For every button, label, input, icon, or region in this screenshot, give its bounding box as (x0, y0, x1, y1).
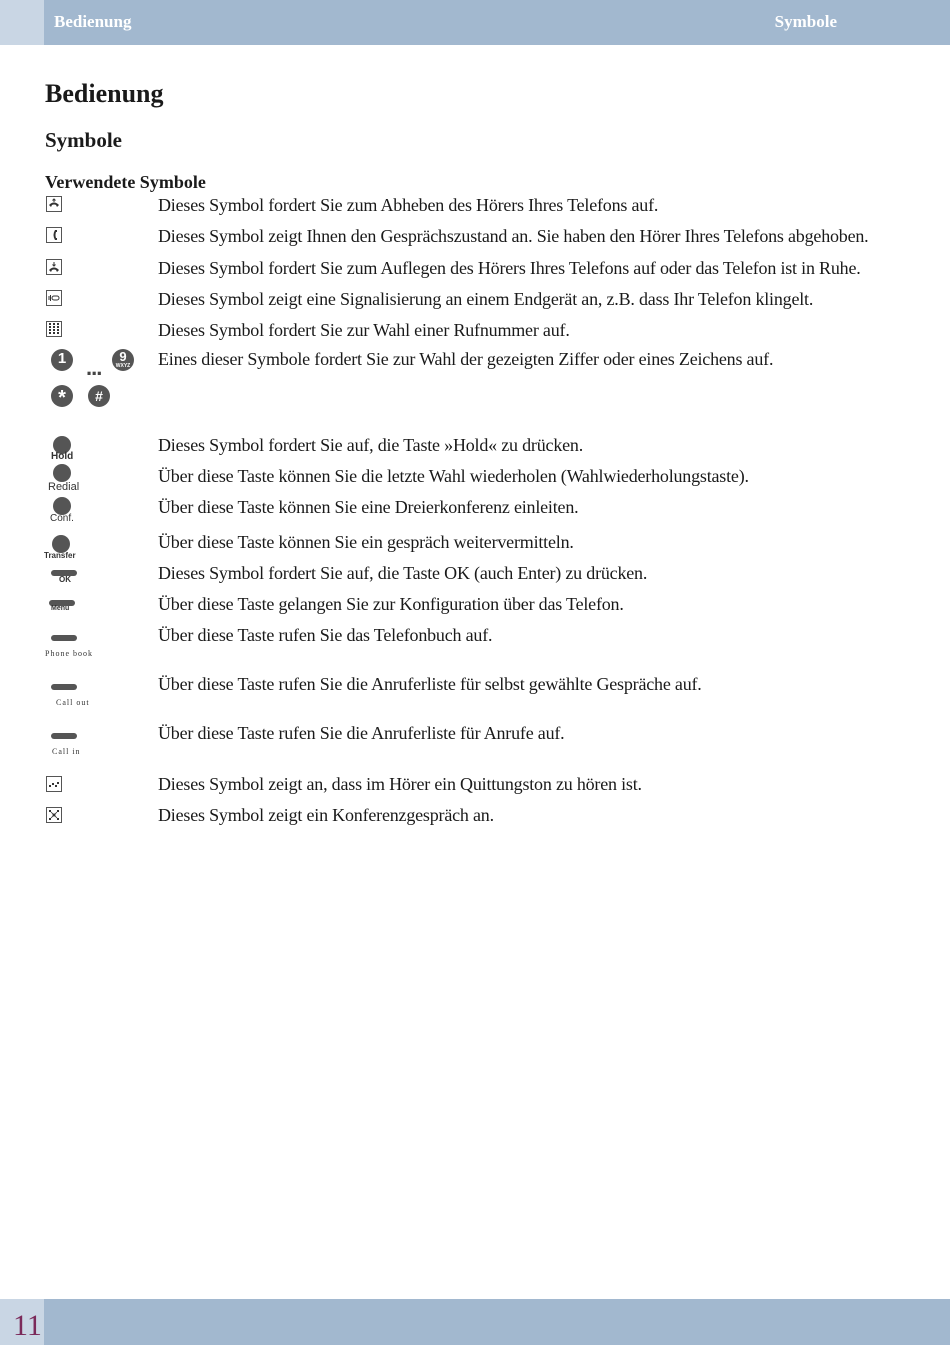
symbol-row: Phone book Über diese Taste rufen Sie das Telefonbuch auf. (45, 625, 493, 658)
symbol-description: Dieses Symbol fordert Sie auf, die Taste »Hold« zu drücken. (158, 435, 584, 455)
symbol-description: Über diese Taste können Sie die letzte Wahl wiederholen (Wahlwiederholungstaste). (158, 466, 749, 486)
symbol-description: Dieses Symbol fordert Sie zum Abheben des Hörers Ihres Telefons auf. (158, 195, 659, 215)
header-chapter-title: Bedienung (54, 12, 132, 31)
symbol-description: Über diese Taste gelangen Sie zur Konfiguration über das Telefon. (158, 594, 624, 614)
symbol-description: Eines dieser Symbole fordert Sie zur Wahl der gezeigten Ziffer oder eines Zeichens auf. (158, 349, 774, 369)
symbol-row (0, 349, 950, 409)
key-nine-icon: 9 WXYZ (112, 349, 134, 371)
handset-lift-icon (46, 196, 62, 212)
handset-down-icon (46, 259, 62, 275)
symbol-row (0, 258, 950, 282)
symbol-description: Über diese Taste rufen Sie die Anruferliste für selbst gewählte Gespräche auf. (158, 674, 702, 694)
keypad-icon (46, 321, 62, 337)
symbol-row: Call in Über diese Taste rufen Sie die Anruferliste für Anrufe auf. (52, 723, 565, 756)
page-number: 11 (13, 1309, 42, 1342)
footer-band (0, 1299, 950, 1345)
symbol-row: Call out Über diese Taste rufen Sie die Anruferliste für selbst gewählte Gespräche auf. (0, 674, 950, 710)
confirmation-tone-icon (46, 776, 62, 792)
symbol-row: Hold Dieses Symbol fordert Sie auf, die Taste »Hold« zu drücken. (51, 435, 584, 462)
ringing-icon (46, 290, 62, 306)
symbol-description: Dieses Symbol fordert Sie zum Auflegen des Hörers Ihres Telefons auf oder das Telefon ist in Ruhe. (158, 258, 861, 278)
conference-call-icon (46, 807, 62, 823)
symbol-row: OK Dieses Symbol fordert Sie auf, die Taste OK (auch Enter) zu drücken. (0, 563, 950, 587)
symbol-description: Dieses Symbol zeigt Ihnen den Gesprächszustand an. Sie haben den Hörer Ihres Telefons abgehoben. (158, 226, 869, 246)
ellipsis-icon: ... (86, 355, 102, 380)
symbol-row: Menu Über diese Taste gelangen Sie zur Konfiguration über das Telefon. (51, 594, 624, 614)
symbol-description: Über diese Taste können Sie ein gespräch weitervermitteln. (158, 532, 574, 552)
symbol-row (0, 805, 950, 829)
key-star-icon: * (51, 385, 73, 407)
key-hash-icon: # (88, 385, 110, 407)
symbol-row (0, 195, 950, 219)
symbol-row (0, 226, 950, 250)
symbol-description: Dieses Symbol zeigt ein Konferenzgespräch an. (158, 805, 494, 825)
symbol-row: Redial Über diese Taste können Sie die letzte Wahl wiederholen (Wahlwiederholungstaste). (48, 466, 749, 493)
symbol-description: Dieses Symbol zeigt an, dass im Hörer ein Quittungston zu hören ist. (158, 774, 642, 794)
page-subtitle: Symbole (45, 128, 123, 152)
symbol-description: Dieses Symbol fordert Sie auf, die Taste OK (auch Enter) zu drücken. (158, 563, 648, 583)
symbol-row (0, 774, 950, 798)
header-section-title: Symbole (774, 12, 837, 31)
symbol-description: Über diese Taste rufen Sie die Anruferliste für Anrufe auf. (158, 723, 565, 743)
page-title: Bedienung (45, 79, 164, 108)
symbol-row: Transfer Über diese Taste können Sie ein gespräch weitervermitteln. (44, 532, 574, 560)
symbol-description: Dieses Symbol zeigt eine Signalisierung an einem Endgerät an, z.B. dass Ihr Telefon klingelt. (158, 289, 814, 309)
key-one-icon: 1 (51, 349, 73, 371)
symbol-description: Über diese Taste rufen Sie das Telefonbuch auf. (158, 625, 493, 645)
symbol-description: Über diese Taste können Sie eine Dreierkonferenz einleiten. (158, 497, 579, 517)
symbol-row: Conf. Über diese Taste können Sie eine Dreierkonferenz einleiten. (50, 497, 579, 524)
symbol-row (0, 289, 950, 313)
handset-offhook-icon (46, 227, 62, 243)
header-tab (0, 0, 44, 45)
section-heading: Verwendete Symbole (45, 172, 206, 192)
symbol-row (0, 320, 950, 344)
symbol-description: Dieses Symbol fordert Sie zur Wahl einer Rufnummer auf. (158, 320, 570, 340)
